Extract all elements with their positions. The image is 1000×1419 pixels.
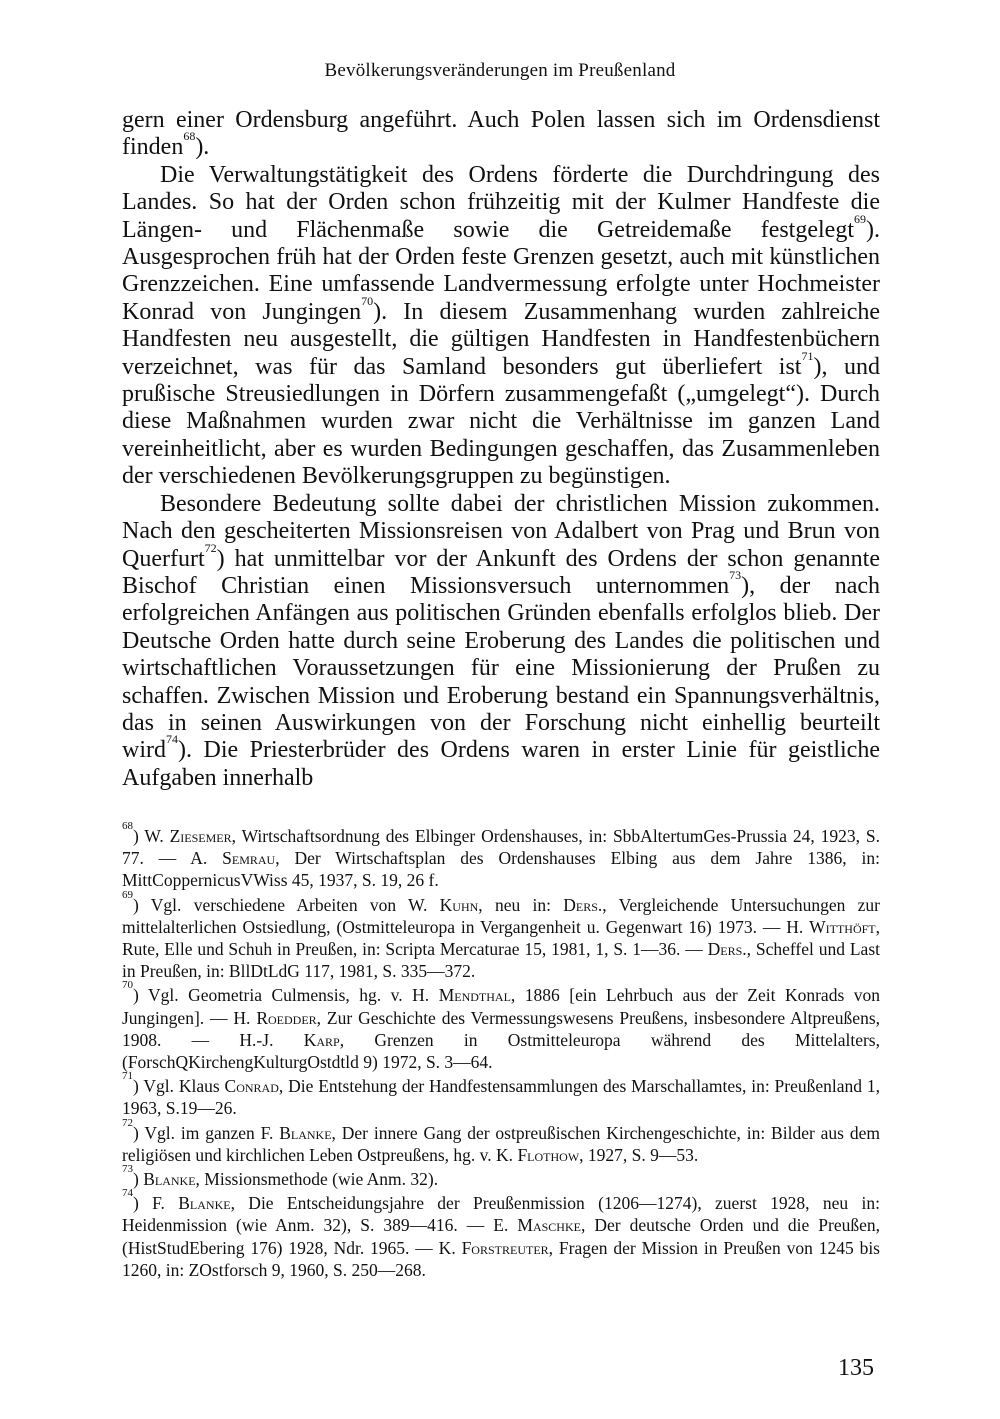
author-name: Witthöft [809,916,876,937]
text-run: ). Die Priesterbrüder des Ordens waren in erster Linie für geistliche Aufgaben innerhalb [122,737,880,791]
text-run: Besondere Bedeutung sollte dabei der christlichen Mission zukommen. Nach den gescheiterten Missionsreisen von Adalbert von Prag und Brun von Querfurt [122,490,880,572]
footnote-number: $^{72}$) [122,1116,139,1143]
paragraph-1 [122,107,880,162]
author-name: Forstreuter [461,1237,549,1258]
footnote-74: $^{74}$) F. Blanke, Die Entscheidungsjahre der Preußenmission (1206—1274), zuerst 1928, neu in: Heidenmission (wie Anm. 32), S. 389—416. — E. Maschke, Der deutsche Orden und die Preußen, (HistStudEbering 176) 1928, Ndr. 1965. — K. Forstreuter, Fragen der Mission in Preußen von 1245 bis 1260, in: ZOstforsch 9, 1960, S. 250—268. [122,1187,880,1280]
author-name: Karp [303,1029,340,1050]
footnotes [122,820,881,1281]
author-name: Ders. [563,894,603,915]
footnote-ref-74: 74 [166,732,178,747]
author-name: Maschke [517,1215,581,1236]
text-run: ). Ausgesprochen früh hat der Orden feste Grenzen gesetzt, auch mit künstlichen Grenzzeichen. Eine umfassende Landvermessung erfolgte unter Hochmeister Konrad von Jungingen [122,216,880,325]
author-name: Blanke [279,1122,332,1143]
paragraph-3 [122,491,880,792]
text-run: ), und prußische Streusiedlungen in Dörfern zusammengefaßt („umgelegt“). Durch diese Maßnahmen wurden zwar nicht die Verhältnisse im ganzen Land vereinheitlicht, aber es wurden Bedingungen geschaffen, das Zusammenleben der verschiedenen Bevölkerungsgruppen zu begünstigen. [122,353,881,490]
author-name: Blanke [143,1169,196,1190]
footnote-73: $^{73}$) Blanke, Missionsmethode (wie Anm. 32). [122,1163,439,1190]
footnote-69: $^{69}$) Vgl. verschiedene Arbeiten von W. Kuhn, neu in: Ders., Vergleichende Untersuchungen zur mittelalterlichen Ostsiedlung, (Ostmitteleuropa in Vergangenheit u. Gegenwart 16) 1973. — H. Witthöft, Rute, Elle und Schuh in Preußen, in: Scripta Mercaturae 15, 1981, 1, S. 1—36. — Ders., Scheffel und Last in Preußen, in: BllDtLdG 117, 1981, S. 335—372. [122,888,880,982]
text-run: ) hat unmittelbar vor der Ankunft des Ordens der schon genannte Bischof Christian einen Missionsversuch unternommen [122,545,880,599]
footnote-ref-71: 71 [801,348,814,363]
running-head: Bevölkerungsveränderungen im Preußenland [324,60,676,81]
footnote-number: $^{71}$) [122,1070,139,1097]
footnote-number: $^{70}$) [122,979,139,1006]
footnote-71: $^{71}$) Vgl. Klaus Conrad, Die Entstehung der Handfestensammlungen des Marschallamtes, in: Preußenland 1, 1963, S.19—26. [122,1070,880,1119]
author-name: Semrau [222,848,276,869]
footnote-ref-72: 72 [204,540,217,555]
text-run: ). [195,134,210,161]
text-run: Die Verwaltungstätigkeit des Ordens förderte die Durchdringung des Landes. So hat der Orden schon frühzeitig mit der Kulmer Handfeste die Längen- und Flächenmaße sowie die Getreidemaße festgelegt [122,161,880,243]
footnote-ref-68: 68 [183,129,196,144]
author-name: Roedder [256,1007,317,1028]
footnote-ref-69: 69 [854,211,866,226]
footnote-68: $^{68}$) W. Ziesemer, Wirtschaftsordnung des Elbinger Ordenshauses, in: SbbAltertumGes-Prussia 24, 1923, S. 77. — A. Semrau, Der Wirtschaftsplan des Ordenshauses Elbing aus dem Jahre 1386, in: MittCoppernicusVWiss 45, 1937, S. 19, 26 f. [122,820,880,891]
footnote-ref-73: 73 [729,567,742,582]
main-text [122,107,880,792]
author-name: Conrad [224,1076,279,1097]
text-run: gern einer Ordensburg angeführt. Auch Polen lassen sich im Ordensdienst finden [122,107,880,161]
footnote-number: $^{69}$) [122,888,139,915]
text-run: ), der nach erfolgreichen Anfängen aus politischen Gründen ebenfalls erfolglos blieb. Der Deutsche Orden hatte durch seine Eroberung des Landes die politischen und wirtschaftlichen Voraussetzungen für eine Missionierung der Prußen zu schaffen. Zwischen Mission und Eroberung bestand ein Spannungsverhältnis, das in seinen Auswirkungen von der Forschung nicht einhellig beurteilt wird [122,572,880,764]
author-name: Mendthal [438,985,511,1006]
page-number: 135 [838,1355,874,1381]
footnote-70: $^{70}$) Vgl. Geometria Culmensis, hg. v. H. Mendthal, 1886 [ein Lehrbuch aus der Zeit Konrads von Jungingen]. — H. Roedder, Zur Geschichte des Vermessungswesens Preußens, insbesondere Altpreußens, 1908. — H.-J. Karp, Grenzen in Ostmitteleuropa während des Mittelalters, (ForschQKirchengKulturgOstdtld 9) 1972, S. 3—64. [122,979,881,1073]
footnote-ref-70: 70 [361,293,374,308]
footnote-number: $^{73}$) [122,1163,139,1190]
author-name: Blanke [178,1193,231,1214]
author-name: Ziesemer [169,826,232,846]
footnote-number: $^{74}$) [122,1187,139,1214]
author-name: Flothow [517,1144,580,1165]
paragraph-2 [122,162,880,491]
text-run: ). In diesem Zusammenhang wurden zahlreiche Handfesten neu ausgestellt, die gültigen Handfesten in Handfestenbüchern verzeichnet, was für das Samland besonders gut überliefert ist [122,298,880,380]
author-name: Ders. [707,939,747,960]
author-name: Kuhn [439,894,479,915]
footnote-72: $^{72}$) Vgl. im ganzen F. Blanke, Der innere Gang der ostpreußischen Kirchengeschichte, in: Bilder aus dem religiösen und kirchlichen Leben Ostpreußens, hg. v. K. Flothow, 1927, S. 9—53. [122,1116,880,1165]
footnote-number: $^{68}$) [122,820,139,846]
